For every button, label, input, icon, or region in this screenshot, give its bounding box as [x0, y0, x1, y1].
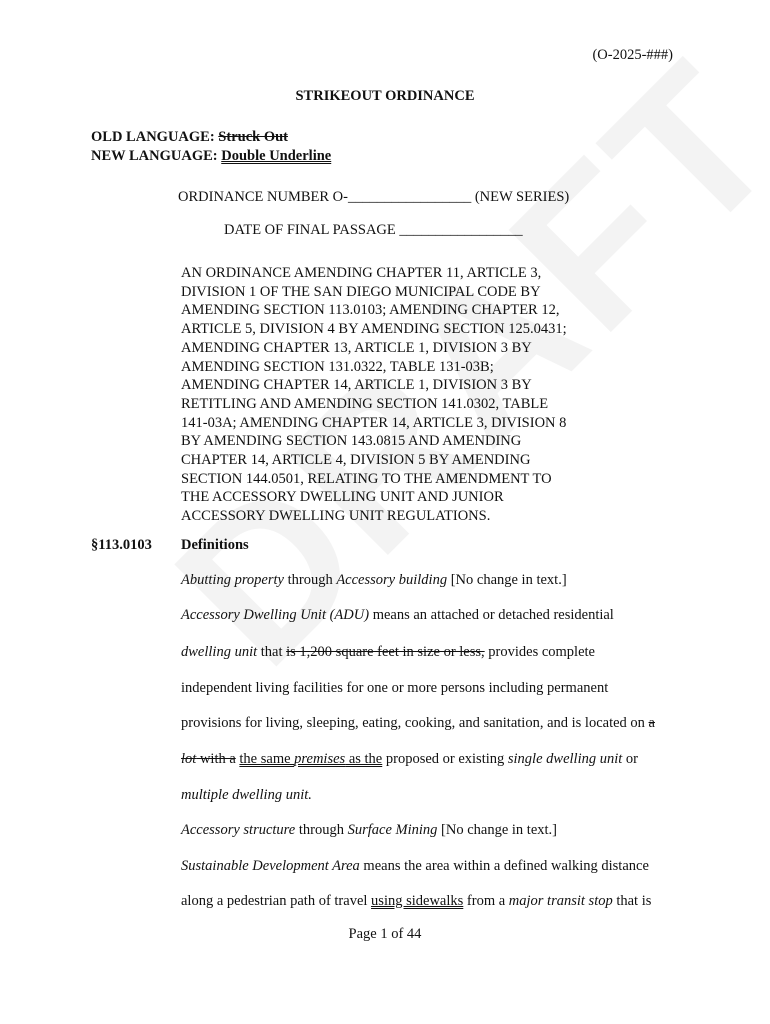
added-text-part: the same — [239, 751, 295, 767]
body-text: proposed or existing — [382, 751, 508, 767]
title-line: ACCESSORY DWELLING UNIT REGULATIONS. — [181, 508, 491, 525]
body-text: means the area within a defined walking distance — [359, 858, 649, 874]
struck-text: is 1,200 square feet in size or less, — [286, 644, 485, 660]
body-line-6 — [181, 751, 638, 768]
body-line-3 — [181, 644, 595, 661]
page-title: STRIKEOUT ORDINANCE — [295, 88, 475, 104]
section-heading: Definitions — [181, 537, 249, 553]
body-text: along a pedestrian path of travel — [181, 893, 372, 909]
title-line: AMENDING SECTION 131.0322, TABLE 131-03B; — [181, 358, 494, 375]
body-text: that — [257, 644, 287, 660]
title-line: AMENDING SECTION 113.0103; AMENDING CHAPTER 12, — [181, 302, 560, 319]
body-text: provisions for living, sleeping, eating, cooking, and sanitation, and is located on — [181, 715, 649, 731]
body-text: means an attached or detached residential — [369, 607, 614, 623]
body-line-5 — [181, 715, 655, 732]
defined-term: Surface Mining — [347, 822, 438, 838]
body-line-9 — [181, 858, 649, 875]
title-line: AMENDING CHAPTER 14, ARTICLE 1, DIVISION 3 BY — [181, 377, 532, 394]
struck-text: with a — [196, 751, 236, 767]
body-line-1 — [181, 572, 567, 589]
defined-term: dwelling unit — [181, 644, 258, 660]
struck-text: lot — [181, 751, 197, 767]
defined-term: single dwelling unit — [507, 751, 623, 767]
added-text-part: premises — [294, 751, 346, 767]
final-passage-line: DATE OF FINAL PASSAGE _________________ — [224, 222, 523, 238]
title-line: CHAPTER 14, ARTICLE 4, DIVISION 5 BY AMENDING — [181, 452, 531, 469]
body-text: [No change in text.] — [437, 822, 557, 838]
defined-term: major transit stop — [508, 893, 613, 909]
body-text: from a — [463, 893, 509, 909]
added-text — [239, 751, 382, 767]
title-line: AN ORDINANCE AMENDING CHAPTER 11, ARTICLE 3, — [181, 265, 542, 281]
new-language-label: NEW LANGUAGE: — [91, 148, 218, 164]
legend-old-language — [91, 129, 288, 146]
old-language-example: Struck Out — [218, 129, 288, 145]
ordinance-number-line: ORDINANCE NUMBER O-_________________ (NEW SERIES) — [178, 189, 570, 205]
new-language-example: Double Underline — [221, 148, 332, 164]
title-line: RETITLING AND AMENDING SECTION 141.0302, TABLE — [181, 395, 549, 412]
body-text: through — [283, 572, 337, 588]
ordinance-title-block — [181, 264, 567, 526]
body-text: through — [295, 822, 348, 838]
ordinance-code-header: (O-2025-###) — [592, 47, 673, 63]
title-line: 141-03A; AMENDING CHAPTER 14, ARTICLE 3, DIVISION 8 — [181, 414, 567, 431]
section-number: §113.0103 — [91, 537, 152, 553]
added-text: using sidewalks — [371, 893, 464, 909]
title-line: ARTICLE 5, DIVISION 4 BY AMENDING SECTION 125.0431; — [181, 321, 567, 338]
body-text: [No change in text.] — [447, 572, 567, 588]
body-text: provides complete — [484, 644, 595, 660]
title-line: SECTION 144.0501, RELATING TO THE AMENDMENT TO — [181, 470, 552, 487]
defined-term: multiple dwelling unit. — [181, 787, 312, 803]
page-number-footer: Page 1 of 44 — [348, 926, 422, 942]
defined-term: Abutting property — [181, 572, 284, 588]
defined-term: Accessory Dwelling Unit (ADU) — [181, 607, 370, 623]
struck-text: a — [648, 715, 655, 731]
body-line-4: independent living facilities for one or more persons including permanent — [181, 680, 609, 696]
old-language-label: OLD LANGUAGE: — [91, 129, 215, 145]
body-line-2 — [181, 607, 614, 624]
body-line-7 — [181, 787, 312, 804]
defined-term: Sustainable Development Area — [181, 858, 360, 874]
body-text: or — [622, 751, 638, 767]
body-text: that is — [612, 893, 652, 909]
title-line: THE ACCESSORY DWELLING UNIT AND JUNIOR — [181, 489, 504, 506]
title-line: DIVISION 1 OF THE SAN DIEGO MUNICIPAL CODE BY — [181, 283, 541, 300]
body-line-8 — [181, 822, 557, 839]
body-line-10 — [181, 893, 651, 910]
title-line: AMENDING CHAPTER 13, ARTICLE 1, DIVISION 3 BY — [181, 339, 532, 356]
legend-new-language — [91, 148, 331, 165]
title-line: BY AMENDING SECTION 143.0815 AND AMENDING — [181, 433, 522, 450]
added-text-part: as the — [345, 751, 383, 767]
defined-term: Accessory building — [336, 572, 448, 588]
defined-term: Accessory structure — [181, 822, 296, 838]
